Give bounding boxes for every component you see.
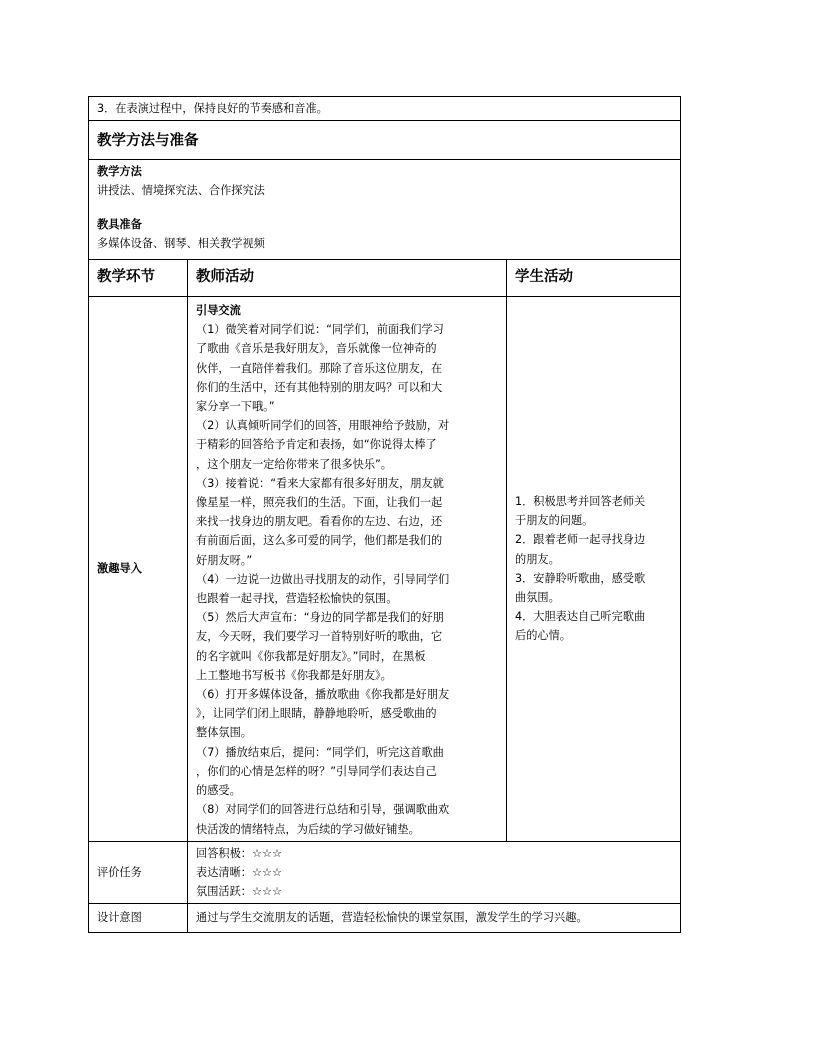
teacher-line: 也跟着一起寻找，营造轻松愉快的氛围。 xyxy=(196,592,398,606)
teacher-line: （3）接着说：“看来大家都有很多好朋友，朋友就 xyxy=(196,476,444,490)
lesson-plan-page xyxy=(88,96,680,933)
design-label: 设计意图 xyxy=(89,904,188,932)
methods-text: 讲授法、情境探究法、合作探究法 xyxy=(97,184,265,198)
teacher-activity-cell xyxy=(188,297,507,842)
student-line: 4．大胆表达自己听完歌曲 xyxy=(515,610,646,624)
evaluation-row xyxy=(89,841,681,904)
teacher-line: 有前面后面，这么多可爱的同学，他们都是我们的 xyxy=(196,534,443,548)
student-line: 的朋友。 xyxy=(515,552,560,566)
evaluation-item: 回答积极：☆☆☆ xyxy=(196,846,283,860)
design-intent-row xyxy=(89,904,681,932)
teacher-line: 家分享一下哦。” xyxy=(196,400,275,414)
header-student: 学生活动 xyxy=(507,260,681,297)
student-activity-cell xyxy=(507,297,681,842)
teacher-line: ，这个朋友一定给你带来了很多快乐”。 xyxy=(196,457,392,471)
teacher-line: ，你们的心情是怎样的呀？”引导同学们表达自己 xyxy=(196,764,437,778)
tools-label: 教具准备 xyxy=(97,217,142,231)
evaluation-item: 表达清晰：☆☆☆ xyxy=(196,865,283,879)
teacher-line: 你们的生活中，还有其他特别的朋友吗？可以和大 xyxy=(196,380,443,394)
header-teacher: 教师活动 xyxy=(188,260,507,297)
evaluation-label: 评价任务 xyxy=(89,841,188,904)
teacher-line: （6）打开多媒体设备，播放歌曲《你我都是好朋友 xyxy=(196,688,450,702)
teacher-line: （8）对同学们的回答进行总结和引导，强调歌曲欢 xyxy=(196,803,450,817)
teacher-line: 的感受。 xyxy=(196,784,241,798)
student-line: 1．积极思考并回答老师关 xyxy=(515,495,646,509)
tools-text: 多媒体设备、钢琴、相关教学视频 xyxy=(97,236,265,250)
teacher-line: 》，让同学们闭上眼睛，静静地聆听，感受歌曲的 xyxy=(196,707,437,721)
student-line: 后的心情。 xyxy=(515,629,571,643)
student-line: 于朋友的问题。 xyxy=(515,514,594,528)
student-line: 3．安静聆听歌曲，感受歌 xyxy=(515,571,646,585)
teacher-line: 友，今天呀，我们要学习一首特别好听的歌曲，它 xyxy=(196,630,443,644)
teacher-line: 快活泼的情绪特点，为后续的学习做好铺垫。 xyxy=(196,822,420,836)
teacher-line: 了歌曲《音乐是我好朋友》，音乐就像一位神奇的 xyxy=(196,342,437,356)
teacher-line: 的名字就叫《你我都是好朋友》。”同时，在黑板 xyxy=(196,649,426,663)
table-header-row xyxy=(89,260,681,297)
methods-row xyxy=(89,121,681,160)
teacher-line: （4）一边说一边做出寻找朋友的动作，引导同学们 xyxy=(196,572,450,586)
step-name: 激趣导入 xyxy=(89,297,188,842)
activity-row xyxy=(89,297,681,842)
methods-detail-row xyxy=(89,160,681,260)
methods-label: 教学方法 xyxy=(97,165,142,179)
header-step: 教学环节 xyxy=(89,260,188,297)
teacher-line: 好朋友呀。” xyxy=(196,553,253,567)
methods-section-title: 教学方法与准备 xyxy=(97,133,199,150)
teacher-activity-title: 引导交流 xyxy=(196,304,241,318)
teacher-line: 上工整地书写板书《你我都是好朋友》。 xyxy=(196,668,392,682)
evaluation-cell xyxy=(188,841,681,904)
teacher-line: 伙伴，一直陪伴着我们。那除了音乐这位朋友，在 xyxy=(196,361,443,375)
teacher-line: （2）认真倾听同学们的回答，用眼神给予鼓励，对 xyxy=(196,419,450,433)
objective-row xyxy=(89,97,681,121)
evaluation-item: 氛围活跃：☆☆☆ xyxy=(196,885,283,899)
design-text: 通过与学生交流朋友的话题，营造轻松愉快的课堂氛围，激发学生的学习兴趣。 xyxy=(188,904,681,932)
teacher-line: 来找一找身边的朋友吧。看看你的左边、右边，还 xyxy=(196,515,443,529)
student-line: 曲氛围。 xyxy=(515,591,560,605)
teacher-line: （5）然后大声宣布：“身边的同学都是我们的好朋 xyxy=(196,611,444,625)
teacher-line: （1）微笑着对同学们说：“同学们，前面我们学习 xyxy=(196,323,444,337)
lesson-plan-table xyxy=(88,96,681,933)
teacher-line: （7）播放结束后，提问：“同学们，听完这首歌曲 xyxy=(196,745,444,759)
objective-3-text: 3．在表演过程中，保持良好的节奏感和音准。 xyxy=(97,102,328,115)
student-line: 2．跟着老师一起寻找身边 xyxy=(515,533,646,547)
teacher-line: 像星星一样，照亮我们的生活。下面，让我们一起 xyxy=(196,496,443,510)
teacher-line: 于精彩的回答给予肯定和表扬，如“你说得太棒了 xyxy=(196,438,437,452)
teacher-line: 整体氛围。 xyxy=(196,726,252,740)
